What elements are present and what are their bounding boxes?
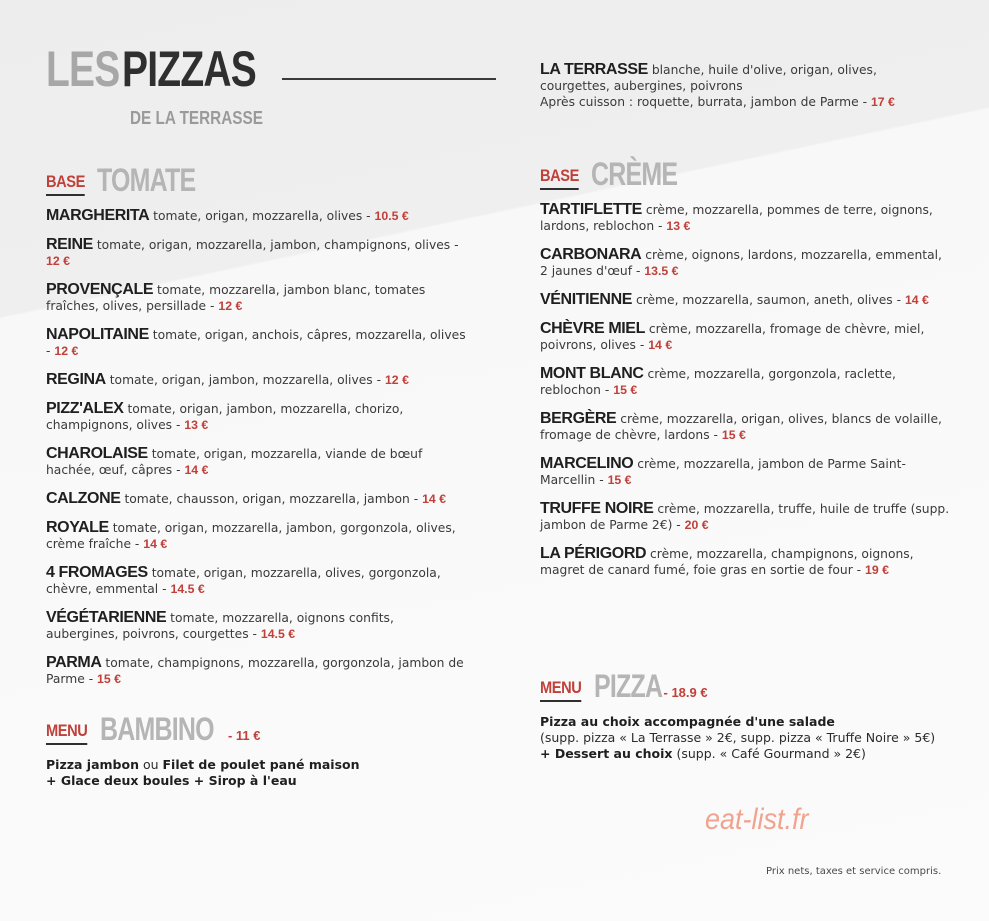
menu-item: VÉNITIENNE crème, mozzarella, saumon, aneth, olives - 14 € xyxy=(540,291,929,308)
left-column xyxy=(46,40,466,789)
tomate-pizza-list xyxy=(46,208,466,687)
title-pizzas: PIZZAS xyxy=(122,41,257,97)
item-price: 12 € xyxy=(46,254,70,268)
creme-pizza-list xyxy=(540,202,950,578)
menu-item: LA PÉRIGORD crème, mozzarella, champignons, oignons, magret de canard fumé, foie gras en sortie de four - 19 € xyxy=(540,545,914,577)
section-heading-creme xyxy=(540,158,950,190)
menu-item: 4 FROMAGES tomate, origan, mozzarella, olives, gorgonzola, chèvre, emmental - 14.5 € xyxy=(46,564,441,596)
menu-item: REGINA tomate, origan, jambon, mozzarella, olives - 12 € xyxy=(46,371,409,388)
menu-title xyxy=(46,40,466,150)
section-label-menu: MENU xyxy=(46,721,87,745)
section-heading-bambino xyxy=(46,713,466,745)
section-title-bambino: BAMBINO xyxy=(100,711,214,747)
menu-item: MONT BLANC crème, mozzarella, gorgonzola, raclette, reblochon - 15 € xyxy=(540,365,896,397)
menu-item: REINE tomate, origan, mozzarella, jambon, champignons, olives - 12 € xyxy=(46,236,459,268)
item-price: 12 € xyxy=(54,344,79,358)
footer-note: Prix nets, taxes et service compris. xyxy=(766,866,942,877)
menu-item: PIZZ'ALEX tomate, origan, jambon, mozzarella, chorizo, champignons, olives - 13 € xyxy=(46,400,404,432)
section-heading-menu-pizza xyxy=(540,670,950,702)
menu-item: TRUFFE NOIRE crème, mozzarella, truffe, huile de truffe (supp. jambon de Parme 2€) - 20 € xyxy=(540,500,950,532)
item-price: 13 € xyxy=(666,219,691,233)
item-price: 13.5 € xyxy=(644,264,679,278)
section-heading-tomate xyxy=(46,164,466,196)
menu-item: PARMA tomate, champignons, mozzarella, gorgonzola, jambon de Parme - 15 € xyxy=(46,654,464,686)
menu-item: TARTIFLETTE crème, mozzarella, pommes de terre, oignons, lardons, reblochon - 13 € xyxy=(540,201,933,233)
menu-item: ROYALE tomate, origan, mozzarella, jambon, gorgonzola, olives, crème fraîche - 14 € xyxy=(46,519,456,551)
title-les: LES xyxy=(46,41,120,97)
section-label-menu: MENU xyxy=(540,678,581,702)
section-label-base: BASE xyxy=(540,166,579,190)
bambino-price: - 11 € xyxy=(227,728,261,743)
bambino-details: Pizza jambon ou Filet de poulet pané maison + Glace deux boules + Sirop à l'eau xyxy=(46,757,360,788)
section-title-tomate: TOMATE xyxy=(97,162,196,198)
item-price: 15 € xyxy=(607,473,632,487)
menu-pizza-details: Pizza au choix accompagnée d'une salade (supp. pizza « La Terrasse » 2€, supp. pizza « Truffe Noire » 5€) + Dessert au choix (supp. « Café Gourmand » 2€) xyxy=(540,714,936,761)
item-price: 12 € xyxy=(384,373,409,387)
right-column xyxy=(540,62,950,762)
menu-item: CALZONE tomate, chausson, origan, mozzarella, jambon - 14 € xyxy=(46,490,447,507)
item-price: 14 € xyxy=(184,463,209,477)
item-price: 17 € xyxy=(870,95,895,109)
menu-item: MARGHERITA tomate, origan, mozzarella, olives - 10.5 € xyxy=(46,207,409,224)
item-price: 14 € xyxy=(143,537,168,551)
watermark-text: eat-list.fr xyxy=(705,803,809,836)
item-price: 10.5 € xyxy=(374,209,409,223)
section-title-pizza: PIZZA xyxy=(594,668,663,704)
menu-pizza-price: - 18.9 € xyxy=(663,685,708,700)
title-divider xyxy=(282,78,496,80)
menu-item: VÉGÉTARIENNE tomate, mozzarella, oignons confits, aubergines, poivrons, courgettes - 14.5 € xyxy=(46,609,394,641)
item-price: 14.5 € xyxy=(170,582,205,596)
item-price: 12 € xyxy=(218,299,243,313)
menu-item: CHAROLAISE tomate, origan, mozzarella, viande de bœuf hachée, œuf, câpres - 14 € xyxy=(46,445,423,477)
item-price: 15 € xyxy=(97,672,121,686)
menu-item: CHÈVRE MIEL crème, mozzarella, fromage de chèvre, miel, poivrons, olives - 14 € xyxy=(540,320,925,352)
section-label-base: BASE xyxy=(46,172,85,196)
item-price: 15 € xyxy=(721,428,746,442)
section-title-creme: CRÈME xyxy=(591,156,678,192)
menu-item: PROVENÇALE tomate, mozzarella, jambon blanc, tomates fraîches, olives, persillade - 12 € xyxy=(46,281,426,313)
menu-item: CARBONARA crème, oignons, lardons, mozzarella, emmental, 2 jaunes d'œuf - 13.5 € xyxy=(540,246,942,278)
item-price: 14.5 € xyxy=(260,627,296,641)
menu-item: NAPOLITAINE tomate, origan, anchois, câpres, mozzarella, olives - 12 € xyxy=(46,326,466,358)
item-price: 14 € xyxy=(422,492,447,506)
item-price: 14 € xyxy=(648,338,673,352)
menu-item: MARCELINO crème, mozzarella, jambon de Parme Saint-Marcellin - 15 € xyxy=(540,455,906,487)
item-price: 15 € xyxy=(613,383,638,397)
menu-item-la-terrasse: LA TERRASSE blanche, huile d'olive, origan, olives, courgettes, aubergines, poivrons Après cuisson : roquette, burrata, jambon de Parme - 17 € xyxy=(540,61,895,109)
menu-item: BERGÈRE crème, mozzarella, origan, olives, blancs de volaille, fromage de chèvre, lardons - 15 € xyxy=(540,410,942,442)
item-price: 14 € xyxy=(904,293,929,307)
title-subtitle: DE LA TERRASSE xyxy=(130,108,263,128)
item-price: 19 € xyxy=(865,563,889,577)
item-price: 13 € xyxy=(184,418,209,432)
item-price: 20 € xyxy=(684,518,709,532)
